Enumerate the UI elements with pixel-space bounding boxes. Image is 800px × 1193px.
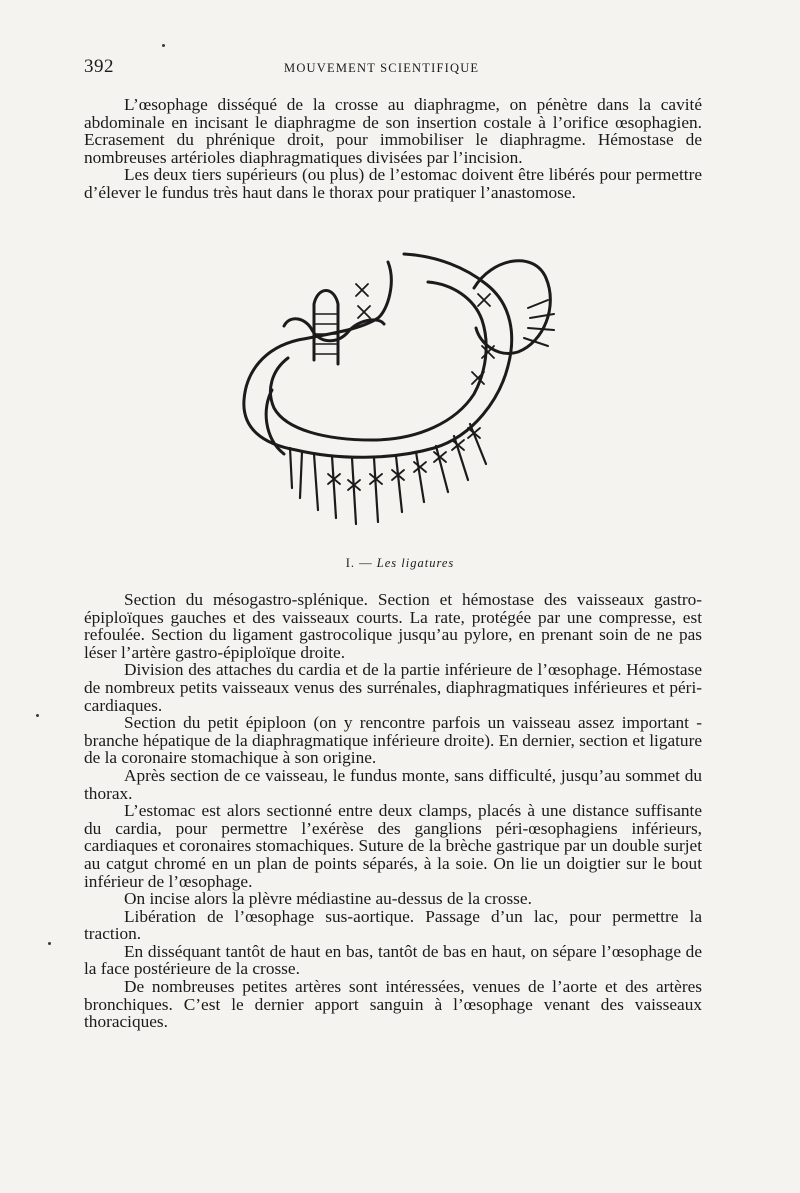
page-number: 392	[84, 56, 114, 77]
paragraph: On incise alors la plèvre médiastine au-dessus de la crosse.	[124, 889, 532, 909]
ligature-tie	[478, 294, 490, 306]
esophagus-rings	[316, 314, 336, 354]
print-speck	[36, 714, 39, 717]
paragraph: Libération de l’œsophage sus-aortique. Passage d’un lac, pour permettre la traction.	[84, 906, 702, 944]
esophagus-stump	[314, 291, 338, 365]
figure-number: I. —	[345, 556, 373, 570]
paragraph: L’estomac est alors sectionné entre deux clamps, placés à une distance suffisante du cardia, pour permettre l’exérèse des ganglions péri-œsophagiens inférieurs, cardiaques et coronaires stomachiques. Suture de la brèche gastrique par un double surjet au catgut chromé en un plan de points séparés, à la soie. On lie un doigtier sur le bout inférieur de l’œsophage.	[84, 801, 702, 891]
text-block-top	[84, 96, 702, 202]
figure-caption-text: Les ligatures	[376, 556, 455, 570]
print-speck	[162, 44, 165, 47]
ligature-tie	[356, 284, 368, 296]
left-hanging-vessels	[290, 448, 302, 498]
paragraph: De nombreuses petites artères sont intéressées, venues de l’aorte et des artères bronchiques. C’est le dernier apport sanguin à l’œsophage venant des vaisseaux thoraciques.	[84, 977, 702, 1032]
print-speck	[48, 942, 51, 945]
paragraph: Après section de ce vaisseau, le fundus monte, sans difficulté, jusqu’au sommet du thorax.	[84, 765, 702, 803]
page-header	[84, 56, 704, 84]
figure-caption	[0, 556, 800, 571]
paragraph: Section du petit épiploon (on y rencontre parfois un vaisseau assez important - branche hépatique de la diaphragmatique inférieure droite). En dernier, section et ligature de la coronaire stomachique à son origine.	[84, 713, 702, 768]
text-block-bottom	[84, 591, 702, 1031]
paragraph: L’œsophage disséqué de la crosse au diaphragme, on pénètre dans la cavité abdominale en incisant le diaphragme de son insertion costale à l’orifice œsophagien. Ecrasement du phrénique droit, pour immobiliser le diaphragme. Hémostase de nombreuses artérioles diaphragmatiques divisées par l’incision.	[84, 95, 702, 167]
stomach-ligatures-drawing	[228, 248, 588, 538]
paragraph: Division des attaches du cardia et de la partie inférieure de l’œsophage. Hémostase de nombreux petits vaisseaux venus des surrénales, diaphragmatiques inférieures et péri-cardiaques.	[84, 660, 702, 715]
running-head: MOUVEMENT SCIENTIFIQUE	[284, 61, 480, 75]
figure-ligatures-illustration	[228, 248, 588, 538]
paragraph: Section du mésogastro-splénique. Section et hémostase des vaisseaux gastro-épiploïques gauches et des vaisseaux courts. La rate, protégée par une compresse, est refoulée. Section du ligament gastrocolique jusqu’au pylore, en prenant soin de ne pas léser l’artère gastro-épiploïque droite.	[84, 590, 702, 662]
stomach-inner-outline	[270, 282, 486, 440]
ligature-tie	[358, 306, 370, 318]
lower-left-fold	[266, 390, 284, 454]
paragraph: Les deux tiers supérieurs (ou plus) de l’estomac doivent être libérés pour permettre d’élever le fundus très haut dans le thorax pour pratiquer l’anastomose.	[84, 165, 702, 202]
paragraph: En disséquant tantôt de haut en bas, tantôt de bas en haut, on sépare l’œsophage de la face postérieure de la crosse.	[84, 941, 702, 979]
